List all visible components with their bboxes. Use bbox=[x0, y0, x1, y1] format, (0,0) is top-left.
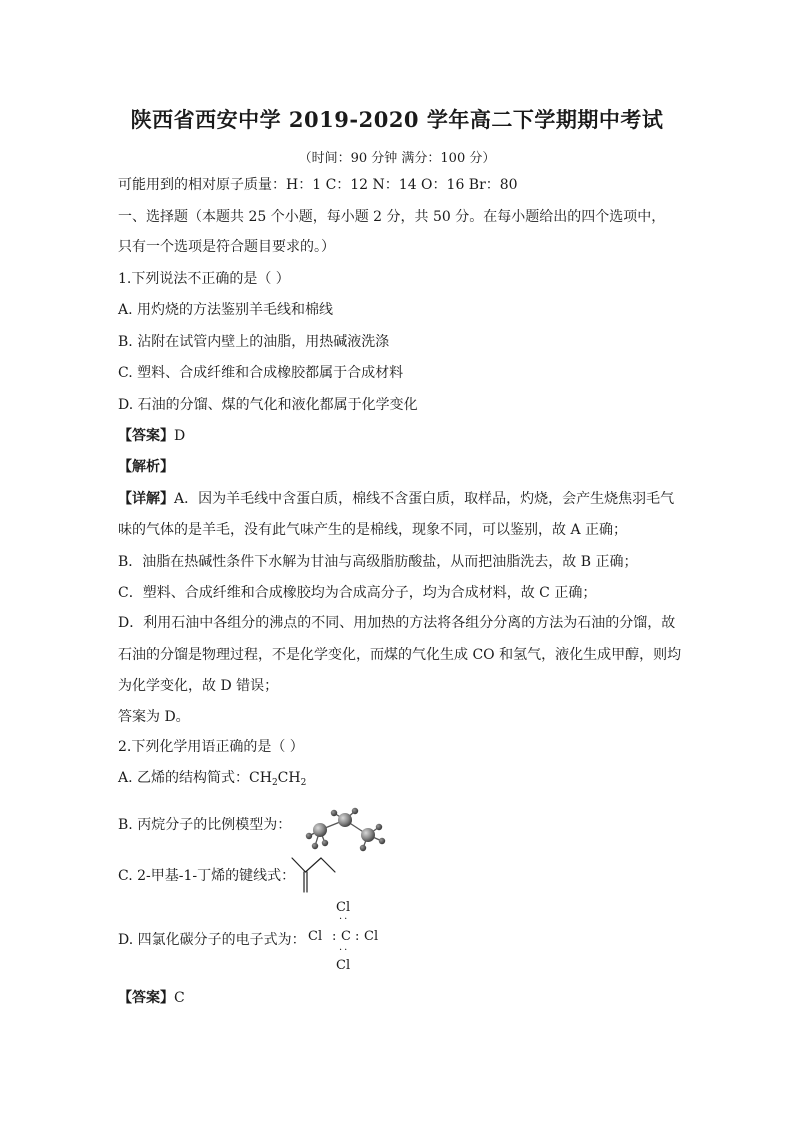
q1-detail-line-4: C．塑料、合成纤维和合成橡胶均为合成高分子，均为合成材料，故 C 正确； bbox=[118, 585, 597, 601]
cl-atom-left: Cl bbox=[308, 929, 323, 944]
q1-option-c: C. 塑料、合成纤维和合成橡胶都属于合成材料 bbox=[118, 365, 404, 381]
q1-option-b: B. 沾附在试管内壁上的油脂，用热碱液洗涤 bbox=[118, 334, 390, 350]
hydrogen-atom bbox=[376, 824, 382, 830]
answer-label: 【答案】 bbox=[118, 428, 174, 444]
hydrogen-atom bbox=[331, 810, 337, 816]
q1-analysis-label: 【解析】 bbox=[118, 459, 174, 475]
q1-conclusion: 答案为 D。 bbox=[118, 709, 190, 725]
q2-option-b: B. 丙烷分子的比例模型为： bbox=[118, 817, 292, 833]
subscript: 2 bbox=[271, 778, 278, 788]
detail-label: 【详解】 bbox=[118, 491, 174, 507]
q2-option-a-mid: CH bbox=[277, 770, 301, 786]
subscript: 2 bbox=[300, 778, 307, 788]
c-atom: C bbox=[341, 929, 351, 944]
q1-option-a: A. 用灼烧的方法鉴别羊毛线和棉线 bbox=[118, 302, 334, 318]
q1-option-d: D. 石油的分馏、煤的气化和液化都属于化学变化 bbox=[118, 397, 418, 413]
section-heading-line-2: 只有一个选项是符合题目要求的。） bbox=[118, 239, 335, 255]
cl-atom-top: Cl bbox=[336, 900, 351, 915]
q2-option-a-text: A. 乙烯的结构简式：CH bbox=[118, 770, 272, 786]
page-title: 陕西省西安中学 2019-2020 学年高二下学期期中考试 bbox=[130, 107, 664, 132]
answer-value: D bbox=[174, 428, 186, 444]
hydrogen-atom bbox=[379, 838, 385, 844]
hydrogen-atom bbox=[360, 845, 366, 851]
q2-option-a bbox=[118, 768, 306, 793]
hydrogen-atom bbox=[312, 843, 318, 849]
answer-label: 【答案】 bbox=[118, 990, 174, 1006]
hydrogen-atom bbox=[322, 840, 328, 846]
q2-answer bbox=[118, 988, 185, 1008]
carbon-atom bbox=[361, 828, 375, 842]
carbon-atom bbox=[338, 813, 352, 827]
answer-value: C bbox=[174, 990, 185, 1006]
hydrogen-atom bbox=[352, 808, 358, 814]
q1-detail-line-6: 石油的分馏是物理过程，不是化学变化，而煤的气化生成 CO 和氢气，液化生成甲醇，则均 bbox=[118, 647, 682, 663]
q2-stem: 2.下列化学用语正确的是（ ） bbox=[118, 739, 304, 755]
bond-line-formula-2-methyl-1-butene bbox=[288, 852, 338, 894]
q1-stem: 1.下列说法不正确的是（ ） bbox=[118, 271, 290, 287]
atomic-masses-line: 可能用到的相对原子质量：H：1 C：12 N：14 O：16 Br：80 bbox=[118, 177, 518, 193]
q2-option-d: D. 四氯化碳分子的电子式为： bbox=[118, 932, 306, 948]
ccl4-electron-formula bbox=[308, 901, 384, 975]
carbon-atom bbox=[313, 823, 327, 837]
cl-atom-right: Cl bbox=[364, 929, 379, 944]
q1-detail-line-3: B．油脂在热碱性条件下水解为甘油与高级脂肪酸盐，从而把油脂洗去，故 B 正确； bbox=[118, 554, 638, 570]
electron-pair: ·· bbox=[339, 914, 350, 925]
q1-detail-line-7: 为化学变化，故 D 错误； bbox=[118, 678, 279, 694]
electron-pair: : bbox=[355, 929, 360, 944]
q1-answer bbox=[118, 426, 185, 446]
q1-detail-line-2: 味的气体的是羊毛，没有此气味产生的是棉线，现象不同，可以鉴别，故 A 正确； bbox=[118, 522, 628, 538]
electron-pair: ·· bbox=[339, 945, 350, 956]
q2-option-c: C. 2-甲基-1-丁烯的键线式： bbox=[118, 868, 296, 884]
electron-pair: : bbox=[332, 929, 337, 944]
q1-detail-line-5: D．利用石油中各组分的沸点的不同、用加热的方法将各组分分离的方法为石油的分馏，故 bbox=[118, 615, 676, 631]
q1-detail-line-1 bbox=[118, 489, 674, 509]
hydrogen-atom bbox=[306, 833, 312, 839]
cl-atom-bottom: Cl bbox=[336, 958, 351, 973]
exam-info: （时间：90 分钟 满分：100 分） bbox=[298, 151, 496, 166]
detail-text: A．因为羊毛线中含蛋白质，棉线不含蛋白质，取样品，灼烧，会产生烧焦羽毛气 bbox=[174, 491, 675, 507]
section-heading-line-1: 一、选择题（本题共 25 个小题，每小题 2 分，共 50 分。在每小题给出的四个选项中， bbox=[118, 209, 666, 225]
